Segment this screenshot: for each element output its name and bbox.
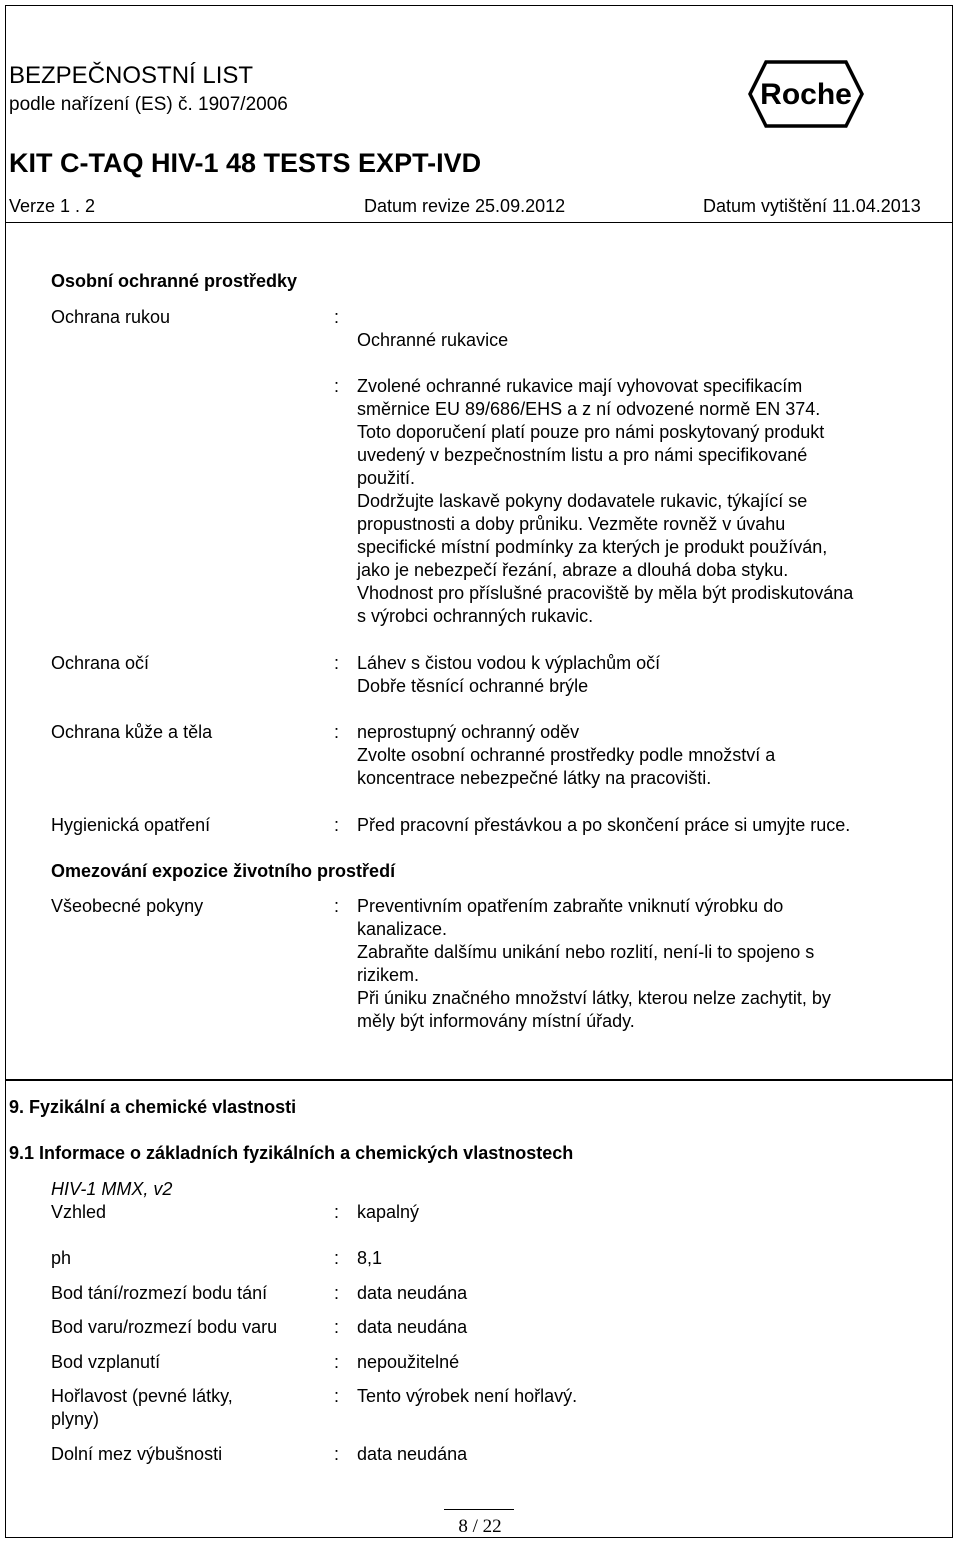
flammability-label-cont: plyny) (51, 1409, 100, 1429)
boiling-point-value: data neudána (357, 1317, 468, 1337)
ph-label: ph (51, 1248, 72, 1268)
document-title: BEZPEČNOSTNÍ LIST (9, 62, 254, 89)
lower-explosion-limit-value: data neudána (357, 1444, 468, 1464)
colon: : (334, 376, 340, 396)
section-divider (6, 1079, 952, 1081)
header-divider (6, 222, 952, 223)
lower-explosion-limit-label: Dolní mez výbušnosti (51, 1444, 223, 1464)
colon: : (334, 1248, 340, 1268)
hygiene-value: Před pracovní přestávkou a po skončení práce si umyjte ruce. (357, 815, 851, 835)
colon: : (334, 1386, 340, 1406)
skin-protection-value: neprostupný ochranný oděv Zvolte osobní ochranné prostředky podle množství a koncentrace nebezpečné látky na pracovišti. (357, 722, 776, 788)
colon: : (334, 1283, 340, 1303)
colon: : (334, 815, 340, 835)
flash-point-value: nepoužitelné (357, 1352, 460, 1372)
ppe-heading: Osobní ochranné prostředky (51, 271, 298, 291)
footer-rule (444, 1509, 514, 1510)
section9-heading: 9. Fyzikální a chemické vlastnosti (9, 1097, 297, 1117)
hand-protection-label: Ochrana rukou (51, 307, 171, 327)
colon: : (334, 1202, 340, 1222)
colon: : (334, 1317, 340, 1337)
component-name: HIV-1 MMX, v2 (51, 1179, 173, 1199)
version-text: Verze 1 . 2 (9, 196, 96, 216)
hand-protection-type: Ochranné rukavice (357, 330, 509, 350)
general-advice-label: Všeobecné pokyny (51, 896, 204, 916)
melting-point-label: Bod tání/rozmezí bodu tání (51, 1283, 268, 1303)
flash-point-label: Bod vzplanutí (51, 1352, 161, 1372)
colon: : (334, 307, 340, 327)
colon: : (334, 653, 340, 673)
skin-protection-label: Ochrana kůže a těla (51, 722, 213, 742)
appearance-label: Vzhled (51, 1202, 107, 1222)
melting-point-value: data neudána (357, 1283, 468, 1303)
revision-date: Datum revize 25.09.2012 (364, 196, 566, 216)
env-heading: Omezování expozice životního prostředí (51, 861, 396, 881)
print-date: Datum vytištění 11.04.2013 (703, 196, 921, 216)
svg-text:Roche: Roche (760, 78, 852, 111)
colon: : (334, 896, 340, 916)
section91-heading: 9.1 Informace o základních fyzikálních a chemických vlastnostech (9, 1143, 574, 1163)
appearance-value: kapalný (357, 1202, 420, 1222)
regulation-subtitle: podle nařízení (ES) č. 1907/2006 (9, 94, 288, 115)
colon: : (334, 1444, 340, 1464)
flammability-value: Tento výrobek není hořlavý. (357, 1386, 578, 1406)
general-advice-value: Preventivním opatřením zabraňte vniknutí výrobku do kanalizace. Zabraňte dalšímu unikání nebo rozlití, není-li to spojeno s rizikem. Při úniku značného množství látky, kterou nelze zachytit, by měly být informovány místní úřady. (357, 896, 831, 1031)
ph-value: 8,1 (357, 1248, 383, 1268)
product-name: KIT C-TAQ HIV-1 48 TESTS EXPT-IVD (9, 148, 482, 178)
colon: : (334, 1352, 340, 1372)
flammability-label: Hořlavost (pevné látky, (51, 1386, 233, 1406)
colon: : (334, 722, 340, 742)
eye-protection-label: Ochrana očí (51, 653, 150, 673)
roche-logo (748, 60, 864, 128)
hand-protection-details: Zvolené ochranné rukavice mají vyhovovat specifikacím směrnice EU 89/686/EHS a z ní odvozené normě EN 374. Toto doporučení platí pouze pro námi poskytovaný produkt uvedený v bezpečnostním listu a pro námi specifikované použití. Dodržujte laskavě pokyny dodavatele rukavic, týkající se propustnosti a doby průniku. Vezměte rovněž v úvahu specifické místní podmínky za kterých je produkt používán, jako je nebezpečí řezání, abraze a dlouhá doba styku. Vhodnost pro příslušné pracoviště by měla být prodiskutována s výrobci ochranných rukavic. (357, 376, 854, 626)
page-number: 8 / 22 (458, 1516, 502, 1537)
eye-protection-value: Láhev s čistou vodou k výplachům očí Dobře těsnící ochranné brýle (357, 653, 661, 696)
boiling-point-label: Bod varu/rozmezí bodu varu (51, 1317, 278, 1337)
hygiene-label: Hygienická opatření (51, 815, 211, 835)
